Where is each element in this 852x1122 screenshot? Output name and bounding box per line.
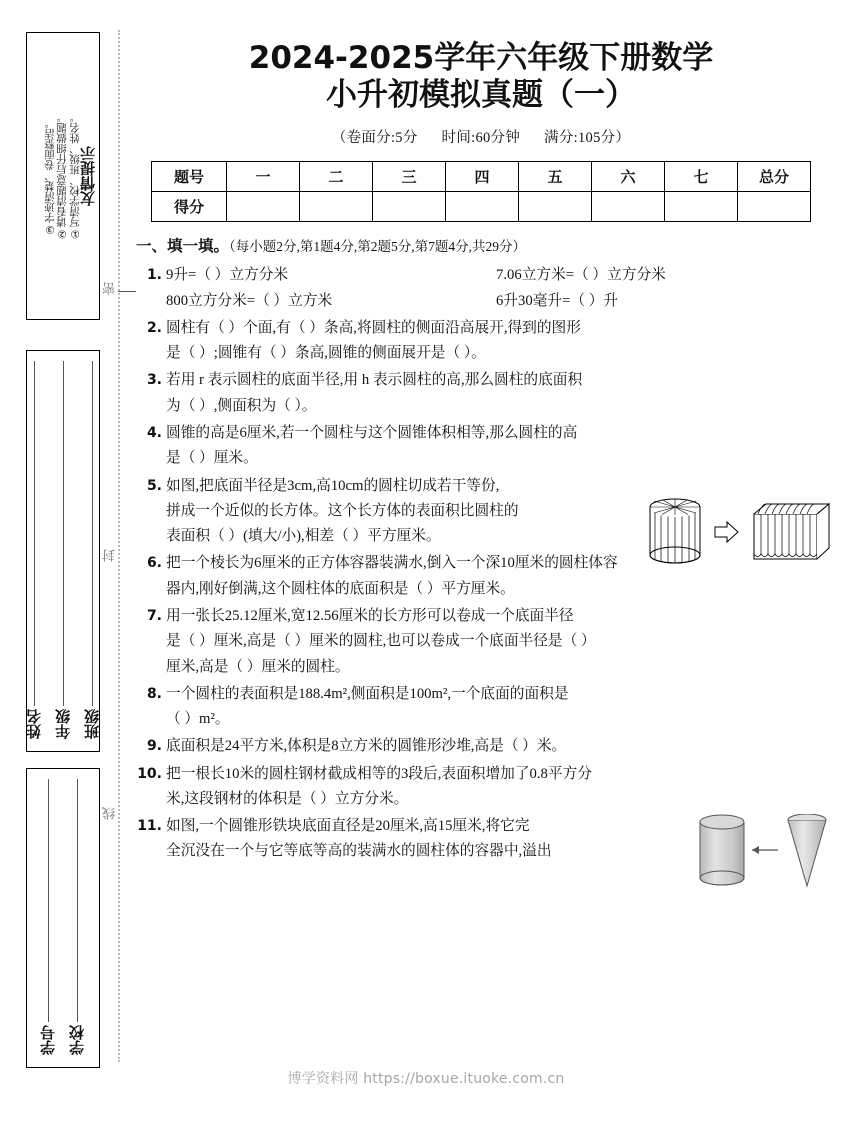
- footer-watermark: 博学资料网 https://boxue.ituoke.com.cn: [287, 1071, 565, 1087]
- write-in-rule: [77, 779, 78, 1022]
- question-number: 10.: [137, 765, 162, 782]
- question-7: [136, 604, 826, 680]
- question-1-row-1: [166, 263, 826, 288]
- title-line-1: 2024-2025学年六年级下册数学: [248, 40, 714, 76]
- write-in-rule: [92, 361, 93, 706]
- field-label-name: 姓名: [24, 709, 43, 739]
- seal-mark-feng: 封: [103, 549, 118, 562]
- question-1-left-2: 800立方分米=（ ）立方米: [166, 292, 333, 309]
- seal-mark-xian: 线: [103, 807, 118, 820]
- question-11-line-1: 如图,一个圆锥形铁块底面直径是20厘米,高15厘米,将它完: [166, 818, 530, 835]
- question-4: [136, 421, 826, 472]
- col-header-5: 五: [519, 162, 592, 192]
- tips-box: [26, 32, 100, 320]
- question-2-line-2: 是（ ）;圆锥有（ ）条高,圆锥的侧面展开是（ ）。: [166, 345, 486, 362]
- question-3-line-1: 若用 r 表示圆柱的底面半径,用 h 表示圆柱的高,那么圆柱的底面积: [166, 372, 583, 389]
- score-cell-1[interactable]: [227, 192, 300, 222]
- question-6: [136, 551, 826, 602]
- score-cell-5[interactable]: [519, 192, 592, 222]
- section-heading: [136, 236, 826, 256]
- question-10-line-2: 米,这段钢材的体积是（ ）立方分米。: [166, 790, 409, 807]
- write-in-rule: [34, 361, 35, 706]
- question-4-line-2: 是（ ）厘米。: [166, 450, 258, 467]
- tips-item-1: ①写清学校、班级、姓名。: [68, 112, 81, 240]
- question-11: [136, 814, 826, 865]
- score-cell-total[interactable]: [738, 192, 811, 222]
- question-1-right-1: 7.06立方米=（ ）立方分米: [496, 267, 666, 284]
- field-class[interactable]: [82, 361, 101, 739]
- question-8-line-1: 一个圆柱的表面积是188.4m²,侧面积是100m²,一个底面的面积是: [166, 685, 569, 702]
- question-5: [136, 474, 826, 550]
- table-row-question-numbers: [152, 162, 811, 192]
- section-note: （每小题2分,第1题4分,第2题5分,第7题4分,共29分）: [229, 239, 527, 255]
- col-header-1: 一: [227, 162, 300, 192]
- question-number: 1.: [146, 267, 162, 284]
- exam-meta-line: [136, 126, 826, 147]
- question-10-line-1: 把一根长10米的圆柱钢材截成相等的3段后,表面积增加了0.8平方分: [166, 765, 592, 782]
- question-1-row-2: [166, 289, 826, 314]
- col-header-4: 四: [446, 162, 519, 192]
- student-info-box-class-grade-name: [26, 350, 100, 752]
- time-label: 时间:60分钟: [441, 130, 521, 147]
- question-6-line-1: 把一个棱长为6厘米的正方体容器装满水,倒入一个深10厘米的圆柱体容: [166, 555, 618, 572]
- question-7-line-3: 厘米,高是（ ）厘米的圆柱。: [166, 658, 350, 675]
- score-table: [151, 161, 811, 222]
- field-label-student-id: 学号: [39, 1025, 57, 1055]
- question-4-line-1: 圆锥的高是6厘米,若一个圆柱与这个圆锥体积相等,那么圆柱的高: [166, 424, 578, 441]
- question-11-line-2: 全沉没在一个与它等底等高的装满水的圆柱体的容器中,溢出: [166, 843, 552, 860]
- question-number: 3.: [146, 372, 162, 389]
- question-number: 7.: [146, 607, 162, 624]
- question-number: 8.: [146, 685, 162, 702]
- tips-item-3: ③字迹清楚、卷面整洁。: [43, 117, 56, 235]
- field-school[interactable]: [70, 779, 85, 1055]
- score-cell-3[interactable]: [373, 192, 446, 222]
- col-header-7: 七: [665, 162, 738, 192]
- seal-dotted-line: [118, 30, 120, 1062]
- question-9-line-1: 底面积是24平方米,体积是8立方米的圆锥形沙堆,高是（ ）米。: [166, 738, 567, 755]
- question-2: [136, 316, 826, 367]
- question-5-line-3: 表面积（ ）(填大/小),相差（ ）平方厘米。: [166, 528, 441, 545]
- section-title: 一、填一填。: [136, 237, 230, 256]
- question-number: 11.: [137, 818, 162, 835]
- full-score-label: 满分:105分）: [544, 130, 631, 147]
- field-grade[interactable]: [53, 361, 72, 739]
- title-line-2: 小升初模拟真题（一）: [326, 76, 636, 113]
- paper-score-label: （卷面分:5分: [331, 130, 418, 147]
- field-label-class: 班级: [82, 709, 101, 739]
- row-label-question-no: 题号: [152, 162, 227, 192]
- seal-column: [26, 28, 104, 1063]
- col-header-total: 总分: [738, 162, 811, 192]
- tips-title: 友情提示: [79, 146, 97, 206]
- field-name[interactable]: [24, 361, 43, 739]
- question-number: 2.: [146, 319, 162, 336]
- cylinder-and-cone-diagram: [692, 814, 832, 892]
- score-cell-6[interactable]: [592, 192, 665, 222]
- row-label-score: 得分: [152, 192, 227, 222]
- field-label-school: 学校: [68, 1025, 86, 1055]
- exam-paper: [136, 30, 826, 867]
- question-1-right-2: 6升30毫升=（ ）升: [496, 292, 619, 309]
- question-1: [136, 263, 826, 314]
- tips-item-2: ②请看清题意后仔细做题。: [56, 112, 68, 240]
- score-cell-7[interactable]: [665, 192, 738, 222]
- question-8: [136, 682, 826, 733]
- question-list: [136, 263, 826, 864]
- question-number: 6.: [146, 555, 162, 572]
- score-cell-4[interactable]: [446, 192, 519, 222]
- field-student-id[interactable]: [41, 779, 56, 1055]
- question-9: [136, 734, 826, 759]
- table-row-scores: [152, 192, 811, 222]
- question-2-line-1: 圆柱有（ ）个面,有（ ）条高,将圆柱的侧面沿高展开,得到的图形: [166, 319, 581, 336]
- question-number: 9.: [146, 738, 162, 755]
- col-header-3: 三: [373, 162, 446, 192]
- question-1-left-1: 9升=（ ）立方分米: [166, 267, 289, 284]
- write-in-rule: [63, 361, 64, 706]
- field-label-grade: 年级: [53, 709, 72, 739]
- question-8-line-2: （ ）m²。: [166, 711, 230, 728]
- student-info-box-school-id: [26, 768, 100, 1068]
- question-5-line-2: 拼成一个近似的长方体。这个长方体的表面积比圆柱的: [166, 502, 519, 519]
- col-header-2: 二: [300, 162, 373, 192]
- seal-mark-mi: 密: [103, 282, 118, 295]
- question-6-line-2: 器内,刚好倒满,这个圆柱体的底面积是（ ）平方厘米。: [166, 580, 515, 597]
- question-7-line-1: 用一张长25.12厘米,宽12.56厘米的长方形可以卷成一个底面半径: [166, 607, 574, 624]
- col-header-6: 六: [592, 162, 665, 192]
- question-number: 4.: [146, 424, 162, 441]
- page-title: [136, 40, 826, 113]
- question-number: 5.: [146, 477, 162, 494]
- write-in-rule: [48, 779, 49, 1022]
- question-10: [136, 762, 826, 813]
- question-7-line-2: 是（ ）厘米,高是（ ）厘米的圆柱,也可以卷成一个底面半径是（ ）: [166, 633, 596, 650]
- question-3: [136, 368, 826, 419]
- question-3-line-2: 为（ ）,侧面积为（ ）。: [166, 397, 317, 414]
- question-5-line-1: 如图,把底面半径是3cm,高10cm的圆柱切成若干等份,: [166, 477, 500, 494]
- score-cell-2[interactable]: [300, 192, 373, 222]
- seal-dash-mark: [118, 291, 136, 292]
